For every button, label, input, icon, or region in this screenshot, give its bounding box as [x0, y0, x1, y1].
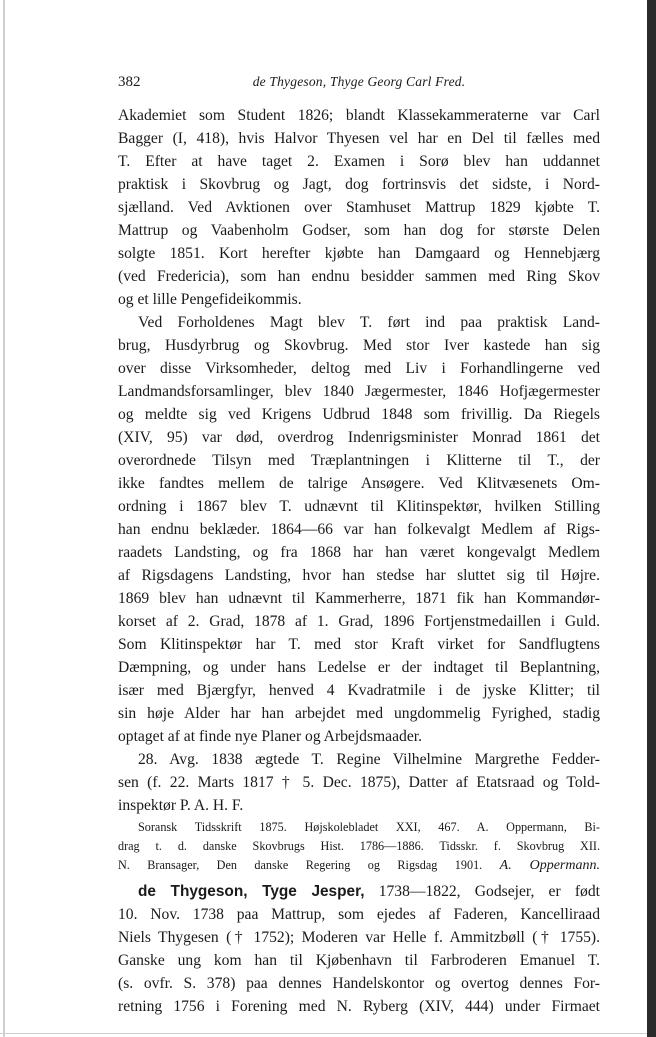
page-right-edge: [647, 0, 656, 1037]
text-line: optaget af at finde nye Planer og Arbejdsmaader.: [118, 728, 422, 745]
text-line: overordnede Tilsyn med Træplantningen i Klitterne til T., der: [118, 452, 600, 469]
text-line: Niels Thygesen († 1752); Moderen var Helle f. Ammitzbøll († 1755).: [118, 929, 600, 946]
text-line: brug, Husdyrbrug og Skovbrug. Med stor Iver kastede han sig: [118, 337, 600, 354]
text-line: raadets Landsting, og fra 1868 har han været kongevalgt Medlem: [118, 544, 600, 561]
bibliography-line: drag t. d. danske Skovbrugs Hist. 1786—1886. Tidsskr. f. Skovbrug XII.: [118, 839, 600, 853]
text-line: (XIV, 95) var død, overdrog Indenrigsminister Monrad 1861 det: [118, 429, 600, 446]
author-signature: A. Oppermann.: [499, 858, 600, 873]
text-line: Ganske ung kom han til Kjøbenhavn til Farbroderen Emanuel T.: [118, 952, 600, 969]
text-line: over disse Virksomheder, deltog med Liv i Forhandlingerne ved: [118, 360, 600, 377]
text-line: Som Klitinspektør har T. med stor Kraft virket for Sandflugtens: [118, 636, 600, 653]
text-line: og meldte sig ved Krigens Udbrud 1848 som frivillig. Da Riegels: [118, 406, 600, 423]
text-line: solgte 1851. Kort herefter kjøbte han Damgaard og Hennebjærg: [118, 245, 600, 262]
text-line: 28. Avg. 1838 ægtede T. Regine Vilhelmine Margrethe Fedder-: [138, 751, 600, 768]
text-line: korset af 2. Grad, 1878 af 1. Grad, 1896 Fortjenstmedaillen i Guld.: [118, 613, 600, 630]
entry-heading-rest: 1738—1822, Godsejer, er født: [378, 883, 600, 900]
bibliography-line: [118, 856, 600, 875]
text-line: praktisk i Skovbrug og Jagt, dog fortrinsvis det sidste, i Nord-: [118, 176, 600, 193]
text-line: sin høje Alder har han arbejdet med ungdommelig Fyrighed, stadig: [118, 705, 600, 722]
entry-heading-line: [118, 880, 600, 903]
text-line: sen (f. 22. Marts 1817 † 5. Dec. 1875), Datter af Etatsraad og Told-: [118, 774, 600, 791]
running-title: de Thygeson, Thyge Georg Carl Fred.: [252, 74, 466, 89]
page-number: 382: [118, 74, 141, 90]
text-line: (ved Fredericia), som han endnu besidder sammen med Ring Skov: [118, 268, 600, 285]
text-line: Ved Forholdenes Magt blev T. ført ind paa praktisk Land-: [138, 314, 600, 331]
text-line: og et lille Pengefideikommis.: [118, 291, 302, 308]
text-line: T. Efter at have taget 2. Examen i Sorø blev han uddannet: [118, 153, 600, 170]
text-line: sjælland. Ved Avktionen over Stamhuset Mattrup 1829 kjøbte T.: [118, 199, 600, 216]
bibliography-line: Soransk Tidsskrift 1875. Højskolebladet XXI, 467. A. Oppermann, Bi-: [138, 820, 600, 834]
text-line: Dæmpning, og under hans Ledelse er der indtaget til Beplantning,: [118, 659, 600, 676]
text-line: han endnu beklæder. 1864—66 var han folkevalgt Medlem af Rigs-: [118, 521, 600, 538]
text-line: ordning i 1867 blev T. udnævnt til Klitinspektør, hvilken Stilling: [118, 498, 600, 515]
text-line: inspektør P. A. H. F.: [118, 797, 244, 814]
page-header: [118, 74, 600, 96]
text-line: Landmandsforsamlinger, blev 1840 Jægermester, 1846 Hofjægermester: [118, 383, 600, 400]
text-line: Mattrup og Vaabenholm Godser, som han dog for største Delen: [118, 222, 600, 239]
entry-thyge-georg-continued: [118, 104, 600, 817]
text-line: ikke fandtes mellem de talrige Ansøgere. Ved Klitvæsenets Om-: [118, 475, 600, 492]
text-line: især med Bjærgfyr, henved 4 Kvadratmile i de jyske Klitter; til: [118, 682, 600, 699]
text-line: retning 1756 i Forening med N. Ryberg (XIV, 444) under Firmaet: [118, 998, 600, 1015]
entry-heading: de Thygeson, Tyge Jesper,: [138, 883, 365, 900]
page-body: [118, 104, 600, 1018]
entry-tyge-jesper: [118, 880, 600, 1018]
text-line: Bagger (I, 418), hvis Halvor Thyesen vel har en Del til fælles med: [118, 130, 600, 147]
bibliography: [118, 818, 600, 875]
text-line: af Rigsdagens Landsting, hvor han stedse har sluttet sig til Højre.: [118, 567, 600, 584]
page-left-edge: [3, 0, 5, 1037]
text-line: 10. Nov. 1738 paa Mattrup, som ejedes af Faderen, Kancelliraad: [118, 906, 600, 923]
text-line: Akademiet som Student 1826; blandt Klassekammeraterne var Carl: [118, 107, 600, 124]
text-line: (s. ovfr. S. 378) paa dennes Handelskontor og overtog dennes For-: [118, 975, 600, 992]
page-bottom-edge: [0, 1033, 647, 1034]
text-line: 1869 blev han udnævnt til Kammerherre, 1871 fik han Kommandør-: [118, 590, 600, 607]
bibliography-text: N. Bransager, Den danske Regering og Rigsdag 1901.: [118, 858, 483, 872]
